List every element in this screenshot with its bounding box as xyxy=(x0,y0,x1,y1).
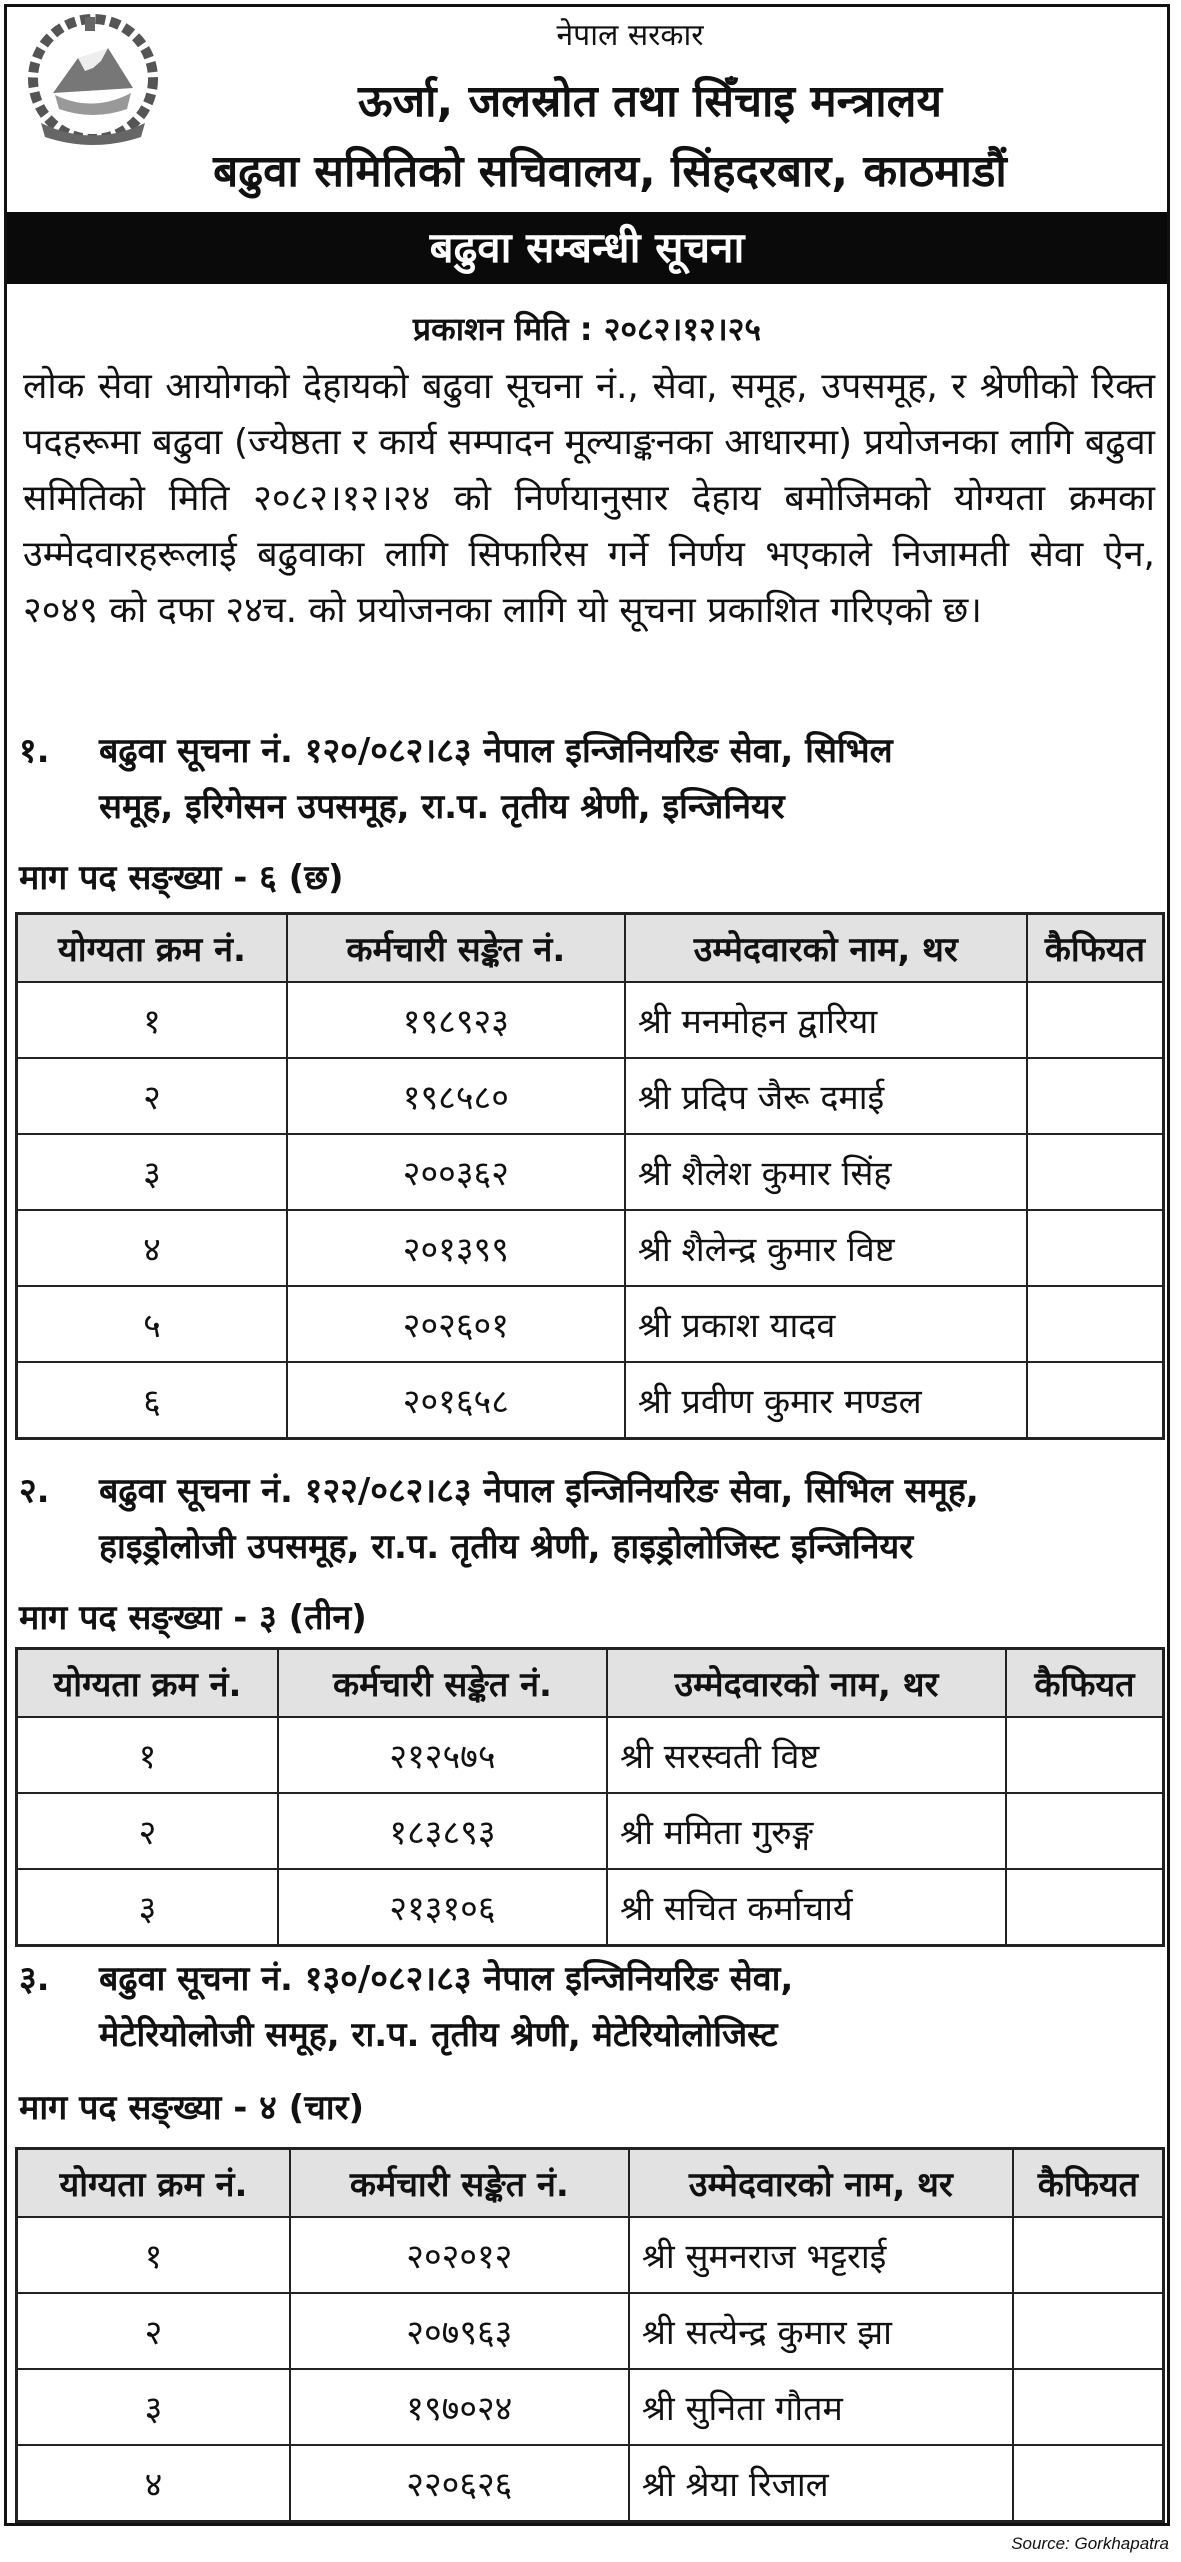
remarks-cell xyxy=(1013,2445,1164,2522)
section-line-2: मेटेरियोलोजी समूह, रा.प. तृतीय श्रेणी, मेटेरियोलोजिस्ट xyxy=(99,2015,778,2055)
remarks-cell xyxy=(1006,1717,1164,1793)
section-2-heading xyxy=(19,1463,1159,1575)
code-cell: २०१६५८ xyxy=(287,1362,625,1439)
table-header-row xyxy=(17,1649,1164,1718)
code-cell: २०१३९९ xyxy=(287,1210,625,1286)
government-name: नेपाल सरकार xyxy=(556,18,704,53)
table-row xyxy=(17,1869,1164,1946)
rank-cell: २ xyxy=(17,1058,287,1134)
section-number: १. xyxy=(19,731,50,771)
name-cell: श्री ममिता गुरुङ्ग xyxy=(607,1793,1006,1869)
section-3-heading xyxy=(19,1951,1159,2063)
code-cell: १९८९२३ xyxy=(287,982,625,1058)
table-row xyxy=(17,1134,1164,1210)
publication-date-label: प्रकाशन मिति : xyxy=(412,310,593,348)
remarks-cell xyxy=(1013,2217,1164,2293)
publication-date-value: २०८२।१२।२५ xyxy=(603,310,762,348)
remarks-cell xyxy=(1006,1793,1164,1869)
section-line-1: बढुवा सूचना नं. १२२/०८२।८३ नेपाल इन्जिनियरिङ सेवा, सिभिल समूह, xyxy=(99,1471,979,1511)
table-row xyxy=(17,2369,1164,2445)
rank-cell: २ xyxy=(17,2293,290,2369)
table-row xyxy=(17,1793,1164,1869)
code-cell: २००३६२ xyxy=(287,1134,625,1210)
name-cell: श्री प्रकाश यादव xyxy=(625,1286,1027,1362)
rank-cell: २ xyxy=(17,1793,278,1869)
source-credit: Source: Gorkhapatra xyxy=(1011,2534,1169,2553)
header-remarks: कैफियत xyxy=(1006,1649,1164,1718)
rank-cell: १ xyxy=(17,1717,278,1793)
header-rank: योग्यता क्रम नं. xyxy=(17,914,287,983)
section-1-heading xyxy=(19,723,1159,835)
remarks-cell xyxy=(1013,2293,1164,2369)
header-employee-code: कर्मचारी सङ्केत नं. xyxy=(290,2149,629,2218)
code-cell: १८३८९३ xyxy=(278,1793,607,1869)
name-cell: श्री सुमनराज भट्टराई xyxy=(629,2217,1013,2293)
header-remarks: कैफियत xyxy=(1027,914,1164,983)
header-candidate-name: उम्मेदवारको नाम, थर xyxy=(607,1649,1006,1718)
remarks-cell xyxy=(1027,1134,1164,1210)
name-cell: श्री सरस्वती विष्ट xyxy=(607,1717,1006,1793)
remarks-cell xyxy=(1027,1058,1164,1134)
name-cell: श्री शैलेन्द्र कुमार विष्ट xyxy=(625,1210,1027,1286)
rank-cell: ३ xyxy=(17,1869,278,1946)
section-line-2: समूह, इरिगेसन उपसमूह, रा.प. तृतीय श्रेणी, इन्जिनियर xyxy=(99,787,785,827)
name-cell: श्री सचित कर्माचार्य xyxy=(607,1869,1006,1946)
notice-header xyxy=(7,7,1173,215)
name-cell: श्री शैलेश कुमार सिंह xyxy=(625,1134,1027,1210)
code-cell: २१३१०६ xyxy=(278,1869,607,1946)
table-row xyxy=(17,2293,1164,2369)
code-cell: २०२६०१ xyxy=(287,1286,625,1362)
header-candidate-name: उम्मेदवारको नाम, थर xyxy=(625,914,1027,983)
rank-cell: १ xyxy=(17,2217,290,2293)
header-rank: योग्यता क्रम नं. xyxy=(17,2149,290,2218)
remarks-cell xyxy=(1027,1286,1164,1362)
table-row xyxy=(17,1717,1164,1793)
notice-frame xyxy=(4,4,1170,2526)
header-candidate-name: उम्मेदवारको नाम, थर xyxy=(629,2149,1013,2218)
header-remarks: कैफियत xyxy=(1013,2149,1164,2218)
table-header-row xyxy=(17,2149,1164,2218)
rank-cell: ३ xyxy=(17,2369,290,2445)
remarks-cell xyxy=(1013,2369,1164,2445)
section-line-1: बढुवा सूचना नं. १२०/०८२।८३ नेपाल इन्जिनियरिङ सेवा, सिभिल xyxy=(99,731,893,771)
ministry-name: ऊर्जा, जलस्रोत तथा सिँचाइ मन्त्रालय xyxy=(357,76,943,127)
table-row xyxy=(17,2445,1164,2522)
code-cell: २०२०१२ xyxy=(290,2217,629,2293)
section-1-table xyxy=(15,912,1165,1440)
table-header-row xyxy=(17,914,1164,983)
header-employee-code: कर्मचारी सङ्केत नं. xyxy=(287,914,625,983)
code-cell: १९८५८० xyxy=(287,1058,625,1134)
remarks-cell xyxy=(1027,1362,1164,1439)
publication-date xyxy=(7,307,1167,350)
table-row xyxy=(17,1362,1164,1439)
section-line-2: हाइड्रोलोजी उपसमूह, रा.प. तृतीय श्रेणी, हाइड्रोलोजिस्ट इन्जिनियर xyxy=(99,1527,914,1567)
table-row xyxy=(17,1286,1164,1362)
section-number: ३. xyxy=(19,1959,50,1999)
table-row xyxy=(17,982,1164,1058)
name-cell: श्री प्रवीण कुमार मण्डल xyxy=(625,1362,1027,1439)
section-2-post-count: माग पद सङ्ख्या - ३ (तीन) xyxy=(19,1598,367,1638)
name-cell: श्री श्रेया रिजाल xyxy=(629,2445,1013,2522)
code-cell: २०७९६३ xyxy=(290,2293,629,2369)
name-cell: श्री सुनिता गौतम xyxy=(629,2369,1013,2445)
intro-paragraph: लोक सेवा आयोगको देहायको बढुवा सूचना नं., सेवा, समूह, उपसमूह, र श्रेणीको रिक्त पदहरूमा बढुवा (ज्येष्ठता र कार्य सम्पादन मूल्याङ्कनका आधारमा) प्रयोजनका लागि बढुवा समितिको मिति २०८२।१२।२४ को निर्णयानुसार देहाय बमोजिमको योग्यता क्रमका उम्मेदवारहरूलाई बढुवाका लागि सिफारिस गर्ने निर्णय भएकाले निजामती सेवा ऐन, २०४९ को दफा २४च. को प्रयोजनका लागि यो सूचना प्रकाशित गरिएको छ। xyxy=(23,366,1155,631)
section-3-post-count: माग पद सङ्ख्या - ४ (चार) xyxy=(19,2088,365,2128)
section-3-table xyxy=(15,2147,1165,2523)
code-cell: २१२५७५ xyxy=(278,1717,607,1793)
code-cell: २२०६२६ xyxy=(290,2445,629,2522)
rank-cell: ६ xyxy=(17,1362,287,1439)
section-line-1: बढुवा सूचना नं. १३०/०८२।८३ नेपाल इन्जिनियरिङ सेवा, xyxy=(99,1959,794,1999)
table-row xyxy=(17,1210,1164,1286)
remarks-cell xyxy=(1027,982,1164,1058)
rank-cell: १ xyxy=(17,982,287,1058)
section-2-table xyxy=(15,1647,1165,1947)
name-cell: श्री मनमोहन द्वारिया xyxy=(625,982,1027,1058)
office-name: बढुवा समितिको सचिवालय, सिंहदरबार, काठमाडौं xyxy=(213,146,1007,197)
remarks-cell xyxy=(1027,1210,1164,1286)
rank-cell: ३ xyxy=(17,1134,287,1210)
remarks-cell xyxy=(1006,1869,1164,1946)
notice-title-banner: बढुवा सम्बन्धी सूचना xyxy=(7,212,1167,284)
table-row xyxy=(17,1058,1164,1134)
rank-cell: ४ xyxy=(17,2445,290,2522)
rank-cell: ५ xyxy=(17,1286,287,1362)
header-employee-code: कर्मचारी सङ्केत नं. xyxy=(278,1649,607,1718)
name-cell: श्री प्रदिप जैरू दमाई xyxy=(625,1058,1027,1134)
code-cell: १९७०२४ xyxy=(290,2369,629,2445)
table-row xyxy=(17,2217,1164,2293)
section-1-post-count: माग पद सङ्ख्या - ६ (छ) xyxy=(19,858,344,898)
name-cell: श्री सत्येन्द्र कुमार झा xyxy=(629,2293,1013,2369)
header-rank: योग्यता क्रम नं. xyxy=(17,1649,278,1718)
rank-cell: ४ xyxy=(17,1210,287,1286)
section-number: २. xyxy=(19,1471,50,1511)
